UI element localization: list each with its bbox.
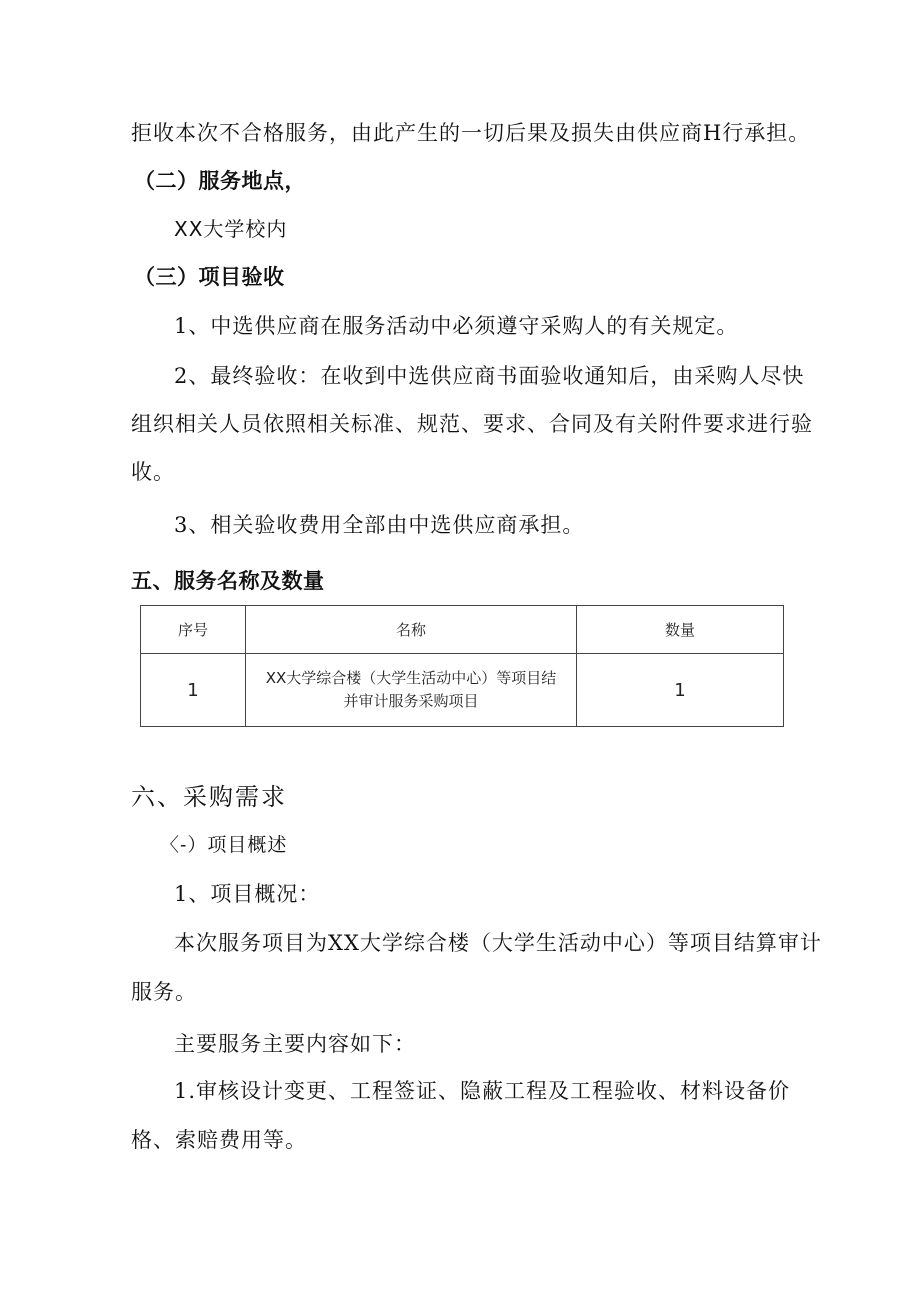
table-cell-name (246, 654, 577, 727)
section-6-title: 六、采购需求 (131, 783, 287, 811)
service-location-text: XX大学校内 (174, 217, 288, 241)
service-quantity-table (140, 605, 784, 727)
acceptance-item-2-line-2: 组织相关人员依照相关标准、规范、要求、合同及有关附件要求进行验 (131, 412, 813, 436)
acceptance-item-2-line-1: 2、最终验收：在收到中选供应商书面验收通知后，由采购人尽快 (174, 364, 805, 388)
heading-service-location: （二）服务地点， (134, 169, 306, 193)
table-cell-index: 1 (141, 654, 246, 727)
paragraph-rejection: 拒收本次不合格服务，由此产生的一切后果及损失由供应商H行承担。 (131, 121, 811, 145)
heading-project-acceptance: （三）项目验收 (134, 265, 285, 289)
acceptance-item-3: 3、相关验收费用全部由中选供应商承担。 (174, 513, 585, 537)
project-description-line-1: 本次服务项目为XX大学综合楼（大学生活动中心）等项目结算审计 (174, 931, 822, 955)
service-list-item-1-line-1: 1.审核设计变更、工程签证、隐蔽工程及工程验收、材料设备价 (174, 1079, 791, 1103)
table-header-row (141, 606, 784, 654)
main-service-intro: 主要服务主要内容如下： (174, 1032, 416, 1056)
service-list-item-1-line-2: 格、索赔费用等。 (131, 1128, 307, 1152)
table-header-name: 名称 (246, 606, 577, 654)
project-description-line-2: 服务。 (131, 980, 197, 1004)
table-header-index: 序号 (141, 606, 246, 654)
subsection-project-overview: 〈-）项目概述 (160, 834, 288, 856)
acceptance-item-2-line-3: 收。 (131, 460, 175, 484)
table-row (141, 654, 784, 727)
acceptance-item-1: 1、中选供应商在服务活动中必须遵守采购人的有关规定。 (174, 314, 739, 338)
table-header-quantity: 数量 (577, 606, 784, 654)
project-situation-item: 1、项目概况： (174, 882, 321, 906)
table-cell-name-line-1: XX大学综合楼（大学生活动中心）等项目结 (265, 669, 557, 687)
table-cell-quantity: 1 (577, 654, 784, 727)
table-cell-name-line-2: 并审计服务采购项目 (343, 692, 479, 710)
section-5-title: 五、服务名称及数量 (131, 569, 325, 593)
